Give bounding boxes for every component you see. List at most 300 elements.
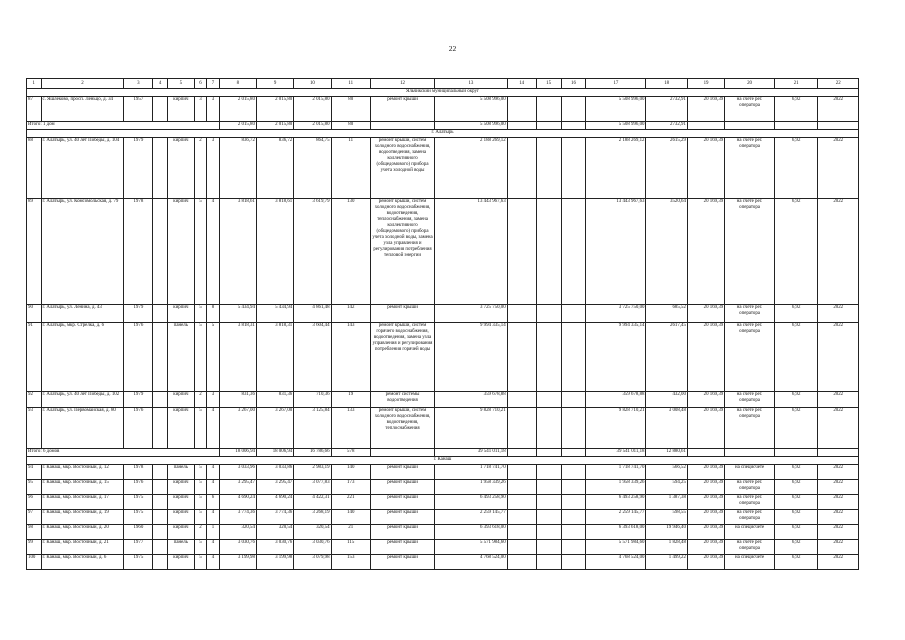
table-cell: 97 bbox=[27, 510, 42, 525]
table-cell: на специсчете bbox=[725, 525, 775, 540]
table-row bbox=[27, 138, 859, 199]
table-cell: 20 169,39 bbox=[687, 495, 724, 510]
table-cell bbox=[561, 525, 586, 540]
table-cell: 90 bbox=[27, 305, 42, 323]
table-cell: с. Яшлеково, просп. Леньцо, д. 34 bbox=[41, 97, 124, 122]
table-cell: 3 030,76 bbox=[294, 540, 331, 555]
column-number-cell: 5 bbox=[167, 79, 194, 89]
table-cell: 5 bbox=[194, 465, 206, 480]
table-cell: 3 030,76 bbox=[219, 540, 256, 555]
table-cell: 142 bbox=[331, 305, 370, 323]
table-cell: 5 bbox=[194, 495, 206, 510]
table-cell: 140 bbox=[331, 510, 370, 525]
table-cell bbox=[153, 97, 168, 122]
table-row bbox=[27, 305, 859, 323]
table-cell: 88 bbox=[27, 138, 42, 199]
table-cell: 20 169,39 bbox=[687, 465, 724, 480]
table-cell: 6,92 bbox=[774, 495, 818, 510]
table-cell bbox=[153, 138, 168, 199]
table-cell: панель bbox=[167, 465, 194, 480]
table-cell: 4 bbox=[207, 408, 219, 449]
table-cell: 685,52 bbox=[646, 305, 687, 323]
table-cell: 3 295,47 bbox=[256, 480, 293, 495]
total-cell bbox=[687, 449, 724, 457]
table-cell bbox=[561, 540, 586, 555]
table-cell: 2022 bbox=[818, 392, 859, 408]
table-cell: 5 bbox=[194, 540, 206, 555]
table-cell: панель bbox=[167, 323, 194, 392]
table-cell: 2617,45 bbox=[646, 323, 687, 392]
column-number-cell: 7 bbox=[207, 79, 219, 89]
table-cell: 6,92 bbox=[774, 480, 818, 495]
total-cell bbox=[818, 449, 859, 457]
column-number-cell: 11 bbox=[331, 79, 370, 89]
column-number-cell: 10 bbox=[294, 79, 331, 89]
table-cell bbox=[536, 408, 561, 449]
table-row bbox=[27, 480, 859, 495]
table-cell: на счете рег. оператора bbox=[725, 408, 775, 449]
table-cell: 4 768 524,00 bbox=[435, 555, 508, 570]
table-cell: 2 015,80 bbox=[219, 97, 256, 122]
table-cell: панель bbox=[167, 540, 194, 555]
table-cell: 143 bbox=[331, 323, 370, 392]
table-cell bbox=[507, 510, 536, 525]
table-cell: 2732,91 bbox=[646, 97, 687, 122]
table-cell: 2 259 145,77 bbox=[435, 510, 508, 525]
table-cell: 94 bbox=[27, 465, 42, 480]
table-cell: 2022 bbox=[818, 555, 859, 570]
table-cell: кирпич bbox=[167, 510, 194, 525]
table-cell bbox=[153, 408, 168, 449]
table-cell: 3 030,76 bbox=[256, 540, 293, 555]
column-number-cell: 13 bbox=[435, 79, 508, 89]
table-cell: 9 828 710,21 bbox=[586, 408, 646, 449]
table-cell bbox=[153, 525, 168, 540]
table-cell: 8 bbox=[207, 305, 219, 323]
table-cell bbox=[536, 495, 561, 510]
total-label: Итого: 6 домов bbox=[27, 449, 220, 457]
table-cell bbox=[153, 199, 168, 305]
table-cell: 1 499,22 bbox=[646, 555, 687, 570]
table-cell: 320,54 bbox=[256, 525, 293, 540]
table-cell: 3 619,79 bbox=[294, 199, 331, 305]
table-cell: 5 bbox=[194, 305, 206, 323]
table-cell: 92 bbox=[27, 392, 42, 408]
table-cell: 5 508 996,00 bbox=[435, 97, 508, 122]
table-cell: ремонт крыши bbox=[370, 305, 434, 323]
column-number-cell: 15 bbox=[536, 79, 561, 89]
table-cell: 6,92 bbox=[774, 540, 818, 555]
column-number-cell: 9 bbox=[256, 79, 293, 89]
total-cell bbox=[370, 122, 434, 130]
table-cell: 3 bbox=[207, 97, 219, 122]
total-cell: 39 541 011,18 bbox=[435, 449, 508, 457]
total-cell: 39 541 011,18 bbox=[586, 449, 646, 457]
table-cell bbox=[536, 540, 561, 555]
total-cell: 2 015,80 bbox=[219, 122, 256, 130]
table-cell: 96 bbox=[27, 495, 42, 510]
table-cell: 3 268,19 bbox=[294, 510, 331, 525]
total-label: Итого: 1 дом bbox=[27, 122, 220, 130]
table-cell: 115 bbox=[331, 540, 370, 555]
table-cell: 4 bbox=[207, 480, 219, 495]
table-cell: 6,92 bbox=[774, 138, 818, 199]
table-cell: 91 bbox=[27, 323, 42, 392]
table-cell: 2 983,19 bbox=[294, 465, 331, 480]
table-cell: ремонт крыши bbox=[370, 510, 434, 525]
table-cell: 1976 bbox=[124, 480, 153, 495]
table-cell: 864,75 bbox=[294, 138, 331, 199]
table-cell: кирпич bbox=[167, 138, 194, 199]
table-cell: 20 169,39 bbox=[687, 138, 724, 199]
table-cell: 93 bbox=[27, 408, 42, 449]
total-cell: 80 bbox=[331, 122, 370, 130]
table-cell: 4 861,48 bbox=[294, 305, 331, 323]
table-row bbox=[27, 392, 859, 408]
total-cell: 578 bbox=[331, 449, 370, 457]
table-row bbox=[27, 510, 859, 525]
table-cell: 4 bbox=[207, 510, 219, 525]
column-number-cell: 2 bbox=[41, 79, 124, 89]
table-cell bbox=[507, 555, 536, 570]
table-cell: 2022 bbox=[818, 510, 859, 525]
table-row bbox=[27, 540, 859, 555]
table-cell: кирпич bbox=[167, 408, 194, 449]
table-cell: 173 bbox=[331, 480, 370, 495]
table-cell: 831,36 bbox=[219, 392, 256, 408]
table-cell: 6,92 bbox=[774, 510, 818, 525]
total-cell bbox=[725, 449, 775, 457]
table-row bbox=[27, 199, 859, 305]
table-cell: 5 bbox=[194, 510, 206, 525]
table-cell: на счете рег. оператора bbox=[725, 480, 775, 495]
table-cell: 1 958 339,26 bbox=[586, 480, 646, 495]
table-cell: 133 bbox=[331, 408, 370, 449]
table-cell bbox=[561, 495, 586, 510]
column-number-cell: 16 bbox=[561, 79, 586, 89]
table-cell: 6 bbox=[207, 495, 219, 510]
table-cell: ремонт крыши bbox=[370, 540, 434, 555]
table-cell: 831,36 bbox=[256, 392, 293, 408]
table-cell: 836,72 bbox=[219, 138, 256, 199]
table-cell: 3 199,98 bbox=[256, 555, 293, 570]
table-cell: 1960 bbox=[124, 525, 153, 540]
total-cell bbox=[774, 122, 818, 130]
table-cell bbox=[536, 323, 561, 392]
table-cell bbox=[507, 199, 536, 305]
table-cell: г. Канаш, мкр. Восточный, д. 12 bbox=[41, 465, 124, 480]
table-cell: 2 015,80 bbox=[256, 97, 293, 122]
table-cell: г. Канаш, мкр. Восточный, д. 19 bbox=[41, 510, 124, 525]
table-cell: 3 267,00 bbox=[219, 408, 256, 449]
table-cell bbox=[536, 97, 561, 122]
table-cell: 1 387,38 bbox=[646, 495, 687, 510]
table-cell: ремонт крыши, систем холодного водоснабжения, водоотведения, замена коллективного (общедомового) прибора учета холодной воды bbox=[370, 138, 434, 199]
table-cell: г. Алатырь, ул. Ленина, д. 43 bbox=[41, 305, 124, 323]
table-cell: 19 bbox=[331, 392, 370, 408]
total-cell: 2 015,80 bbox=[256, 122, 293, 130]
table-cell: 6,92 bbox=[774, 465, 818, 480]
table-cell: ремонт крыши bbox=[370, 97, 434, 122]
table-cell: ремонт крыши, систем холодного водоснабжения, водоотведения, теплоснабжения bbox=[370, 408, 434, 449]
table-cell: на счете рег. оператора bbox=[725, 495, 775, 510]
total-row bbox=[27, 449, 859, 457]
table-cell: г. Алатырь, ул. 40 лет Победы, д. 104 bbox=[41, 138, 124, 199]
table-cell: 5 bbox=[207, 323, 219, 392]
total-cell bbox=[507, 122, 536, 130]
table-cell: 221 bbox=[331, 495, 370, 510]
total-cell: 12 880,61 bbox=[646, 449, 687, 457]
table-cell bbox=[153, 510, 168, 525]
table-cell bbox=[561, 408, 586, 449]
table-cell: 2022 bbox=[818, 97, 859, 122]
total-cell: 18 006,94 bbox=[256, 449, 293, 457]
table-cell bbox=[507, 525, 536, 540]
table-cell: 1975 bbox=[124, 555, 153, 570]
table-cell: 1976 bbox=[124, 408, 153, 449]
table-cell bbox=[561, 465, 586, 480]
table-cell bbox=[507, 540, 536, 555]
table-cell: на счете рег. оператора bbox=[725, 510, 775, 525]
table-cell: 6 493 258,90 bbox=[586, 495, 646, 510]
table-cell: 9 828 710,21 bbox=[435, 408, 508, 449]
column-number-row bbox=[27, 79, 859, 89]
total-cell: 16 786,66 bbox=[294, 449, 331, 457]
table-cell: 566,52 bbox=[646, 465, 687, 480]
table-cell: 5 571 984,60 bbox=[586, 540, 646, 555]
table-cell: ремонт системы водоотведения bbox=[370, 392, 434, 408]
table-cell: 99 bbox=[27, 540, 42, 555]
table-cell: ремонт крыши bbox=[370, 465, 434, 480]
table-row bbox=[27, 97, 859, 122]
table-cell: ремонт крыши bbox=[370, 555, 434, 570]
table-cell: 98 bbox=[27, 525, 42, 540]
table-cell: 13 443 967,63 bbox=[435, 199, 508, 305]
table-cell: 5 bbox=[194, 323, 206, 392]
table-cell: 2022 bbox=[818, 540, 859, 555]
total-cell bbox=[725, 122, 775, 130]
table-cell bbox=[153, 480, 168, 495]
table-cell: 6,92 bbox=[774, 392, 818, 408]
column-number-cell: 14 bbox=[507, 79, 536, 89]
table-cell bbox=[536, 199, 561, 305]
table-cell: 598,55 bbox=[646, 510, 687, 525]
table-cell: 1 718 741,70 bbox=[435, 465, 508, 480]
table-cell: 20 169,39 bbox=[687, 305, 724, 323]
table-cell: 3 818,61 bbox=[256, 199, 293, 305]
table-cell: 3 079,98 bbox=[294, 555, 331, 570]
table-row bbox=[27, 495, 859, 510]
total-cell bbox=[507, 449, 536, 457]
table-cell: 20 169,39 bbox=[687, 199, 724, 305]
table-cell: на счете рег. оператора bbox=[725, 199, 775, 305]
table-cell: кирпич bbox=[167, 199, 194, 305]
table-cell bbox=[507, 392, 536, 408]
table-cell: 359 678,88 bbox=[586, 392, 646, 408]
table-cell: 3 818,61 bbox=[219, 199, 256, 305]
table-cell bbox=[153, 305, 168, 323]
table-cell: 2022 bbox=[818, 525, 859, 540]
table-cell: 4 bbox=[207, 199, 219, 305]
page-number: 22 bbox=[448, 44, 457, 53]
table-cell: ремонт крыши, систем горячего водоснабжения, водоотведения, замена узла управления и регулирования потребления горячей воды bbox=[370, 323, 434, 392]
table-cell: 153 bbox=[331, 555, 370, 570]
table-cell: на счете рег. оператора bbox=[725, 305, 775, 323]
table-cell: 3 604,44 bbox=[294, 323, 331, 392]
total-cell bbox=[561, 449, 586, 457]
table-cell: 6,92 bbox=[774, 323, 818, 392]
table-cell: 9 994 335,14 bbox=[435, 323, 508, 392]
table-cell bbox=[153, 555, 168, 570]
table-cell: 2022 bbox=[818, 480, 859, 495]
table-row bbox=[27, 525, 859, 540]
table-row bbox=[27, 323, 859, 392]
housing-repair-register-table bbox=[26, 78, 859, 570]
total-cell: 2732,91 bbox=[646, 122, 687, 130]
table-cell bbox=[507, 408, 536, 449]
table-cell: 2022 bbox=[818, 305, 859, 323]
table-cell bbox=[153, 465, 168, 480]
total-cell bbox=[536, 122, 561, 130]
column-number-cell: 18 bbox=[646, 79, 687, 89]
table-cell bbox=[561, 97, 586, 122]
table-cell: 4 bbox=[207, 555, 219, 570]
column-number-cell: 3 bbox=[124, 79, 153, 89]
table-cell: г. Канаш, мкр. Восточный, д. 20 bbox=[41, 525, 124, 540]
column-number-cell: 6 bbox=[194, 79, 206, 89]
table-cell: ремонт крыши bbox=[370, 480, 434, 495]
section-row bbox=[27, 130, 859, 138]
table-cell: 3 818,31 bbox=[219, 323, 256, 392]
table-cell: 6,92 bbox=[774, 97, 818, 122]
table-cell: 2 188 269,12 bbox=[586, 138, 646, 199]
table-cell: 2022 bbox=[818, 408, 859, 449]
table-cell: 1979 bbox=[124, 392, 153, 408]
table-cell: 6 393 618,00 bbox=[435, 525, 508, 540]
table-cell: 6 393 618,00 bbox=[586, 525, 646, 540]
table-cell: 1 958 339,26 bbox=[435, 480, 508, 495]
table-cell: 89 bbox=[27, 199, 42, 305]
table-cell: 3 295,47 bbox=[219, 480, 256, 495]
table-cell: 6 493 258,90 bbox=[435, 495, 508, 510]
table-cell bbox=[561, 480, 586, 495]
table-cell: 3 818,31 bbox=[256, 323, 293, 392]
table-cell: на счете рег. оператора bbox=[725, 540, 775, 555]
table-cell: г. Канаш, мкр. Восточный, д. 17 bbox=[41, 495, 124, 510]
table-cell: 4 422,31 bbox=[294, 495, 331, 510]
table-cell: 1976 bbox=[124, 323, 153, 392]
table-cell bbox=[507, 495, 536, 510]
table-cell: 5 bbox=[194, 199, 206, 305]
total-row bbox=[27, 122, 859, 130]
table-cell: на счете рег. оператора bbox=[725, 323, 775, 392]
table-cell: 3 725 750,00 bbox=[586, 305, 646, 323]
total-cell: 2 015,80 bbox=[294, 122, 331, 130]
table-cell: 2615,29 bbox=[646, 138, 687, 199]
table-cell: 5 bbox=[194, 480, 206, 495]
table-cell: 3 033,96 bbox=[219, 465, 256, 480]
table-cell: 6,92 bbox=[774, 408, 818, 449]
table-cell: 6,92 bbox=[774, 305, 818, 323]
table-cell: 3 bbox=[194, 97, 206, 122]
total-cell bbox=[536, 449, 561, 457]
table-cell bbox=[507, 465, 536, 480]
table-row bbox=[27, 408, 859, 449]
table-cell: 2022 bbox=[818, 323, 859, 392]
table-cell: 1 828,48 bbox=[646, 540, 687, 555]
table-cell: 3 bbox=[207, 138, 219, 199]
column-number-cell: 22 bbox=[818, 79, 859, 89]
section-row bbox=[27, 89, 859, 97]
table-cell: 20 169,39 bbox=[687, 525, 724, 540]
table-cell: 1978 bbox=[124, 199, 153, 305]
table-cell bbox=[153, 323, 168, 392]
table-cell: на специсчете bbox=[725, 465, 775, 480]
table-cell: 3 774,36 bbox=[219, 510, 256, 525]
table-cell: кирпич bbox=[167, 392, 194, 408]
table-cell: 3 267,00 bbox=[256, 408, 293, 449]
table-cell: г. Канаш, мкр. Восточный, д. 15 bbox=[41, 480, 124, 495]
table-cell: 2 bbox=[194, 138, 206, 199]
table-cell: на счете рег. оператора bbox=[725, 392, 775, 408]
table-cell bbox=[507, 480, 536, 495]
table-cell: 20 169,39 bbox=[687, 555, 724, 570]
column-number-cell: 8 bbox=[219, 79, 256, 89]
table-cell bbox=[153, 540, 168, 555]
table-cell: 5 571 984,60 bbox=[435, 540, 508, 555]
table-cell: 5 508 996,00 bbox=[586, 97, 646, 122]
table-cell: 5 bbox=[194, 555, 206, 570]
table-cell: 5 434,94 bbox=[256, 305, 293, 323]
table-cell: на счете рег. оператора bbox=[725, 97, 775, 122]
table-cell: кирпич bbox=[167, 480, 194, 495]
table-cell: 100 bbox=[27, 555, 42, 570]
table-cell: 2 259 145,77 bbox=[586, 510, 646, 525]
total-cell bbox=[687, 122, 724, 130]
table-cell bbox=[536, 555, 561, 570]
table-row bbox=[27, 465, 859, 480]
table-cell: 710,36 bbox=[294, 392, 331, 408]
table-cell bbox=[153, 495, 168, 510]
table-cell: кирпич bbox=[167, 305, 194, 323]
table-cell: 140 bbox=[331, 465, 370, 480]
table-cell: 1957 bbox=[124, 97, 153, 122]
table-cell: 1979 bbox=[124, 305, 153, 323]
table-row bbox=[27, 555, 859, 570]
table-cell: 13 443 967,63 bbox=[586, 199, 646, 305]
table-cell: 1979 bbox=[124, 138, 153, 199]
table-cell: 359 678,88 bbox=[435, 392, 508, 408]
column-number-cell: 12 bbox=[370, 79, 434, 89]
table-cell bbox=[561, 555, 586, 570]
section-title: г. Канаш bbox=[27, 457, 859, 465]
table-cell bbox=[536, 392, 561, 408]
total-cell bbox=[774, 449, 818, 457]
table-cell: 836,72 bbox=[256, 138, 293, 199]
table-cell: г. Алатырь, ул. Первомайская, д. 80 bbox=[41, 408, 124, 449]
table-cell bbox=[507, 97, 536, 122]
table-cell: 2022 bbox=[818, 495, 859, 510]
total-cell bbox=[561, 122, 586, 130]
total-cell bbox=[370, 449, 434, 457]
table-cell: 5 434,94 bbox=[219, 305, 256, 323]
table-cell: 2 188 269,12 bbox=[435, 138, 508, 199]
table-cell: 3 125,84 bbox=[294, 408, 331, 449]
table-cell: 3 008,48 bbox=[646, 408, 687, 449]
table-cell: 432,00 bbox=[646, 392, 687, 408]
table-cell: 2022 bbox=[818, 465, 859, 480]
total-cell bbox=[818, 122, 859, 130]
